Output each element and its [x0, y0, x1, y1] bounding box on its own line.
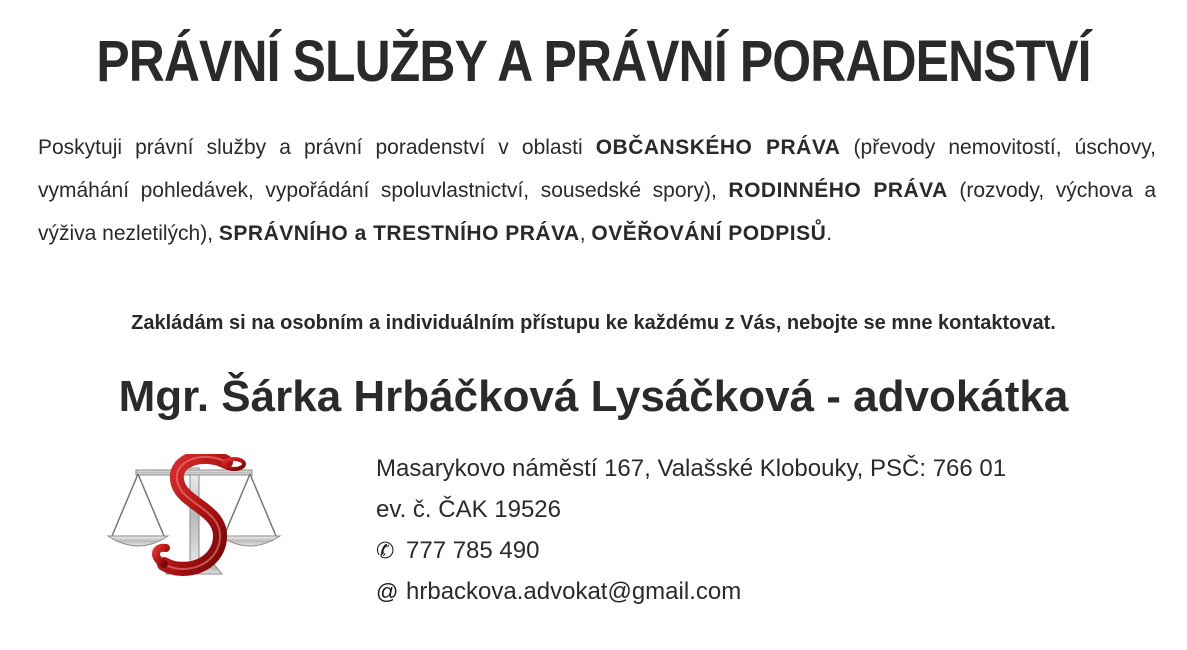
lawyer-name: Mgr. Šárka Hrbáčková Lysáčková - advokátka — [118, 372, 1069, 421]
intro-text-4: , — [579, 222, 592, 245]
intro-admin-criminal-law: SPRÁVNÍHO a TRESTNÍHO PRÁVA — [218, 222, 580, 245]
registration-line — [376, 489, 1156, 530]
intro-text-5: . — [826, 222, 833, 245]
intro-text-2: (převody nemovitostí, úschovy, vymáhání pohledávek, vypořádání spoluvlastnictví, sousedské spory), — [38, 136, 1156, 202]
phone-line — [376, 530, 1156, 571]
phone-number[interactable]: 777 785 490 — [406, 537, 540, 564]
address-text: Masarykovo náměstí 167, Valašské Klobouky, PSČ: 766 01 — [376, 455, 1007, 482]
phone-icon: ✆ — [376, 538, 395, 563]
page-title: PRÁVNÍ SLUŽBY A PRÁVNÍ PORADENSTVÍ — [96, 29, 1091, 94]
intro-family-law: RODINNÉHO PRÁVA — [728, 179, 948, 202]
scales-s-logo-icon — [104, 454, 284, 586]
services-paragraph — [38, 126, 1156, 255]
intro-signature-verification: OVĚŘOVÁNÍ PODPISŮ — [591, 222, 827, 245]
contact-block — [376, 448, 1156, 612]
address-line — [376, 448, 1156, 489]
intro-civil-law: OBČANSKÉHO PRÁVA — [595, 136, 841, 159]
registration-text: ev. č. ČAK 19526 — [376, 496, 561, 523]
at-sign-icon: @ — [376, 579, 399, 604]
email-address[interactable]: hrbackova.advokat@gmail.com — [406, 578, 742, 605]
intro-text-1: Poskytuji právní služby a právní poradenství v oblasti — [38, 136, 596, 159]
email-line — [376, 571, 1156, 612]
intro-text-3: (rozvody, výchova a výživa nezletilých), — [38, 179, 1156, 245]
approach-statement: Zakládám si na osobním a individuálním přístupu ke každému z Vás, nebojte se mne kontaktovat. — [131, 312, 1056, 334]
